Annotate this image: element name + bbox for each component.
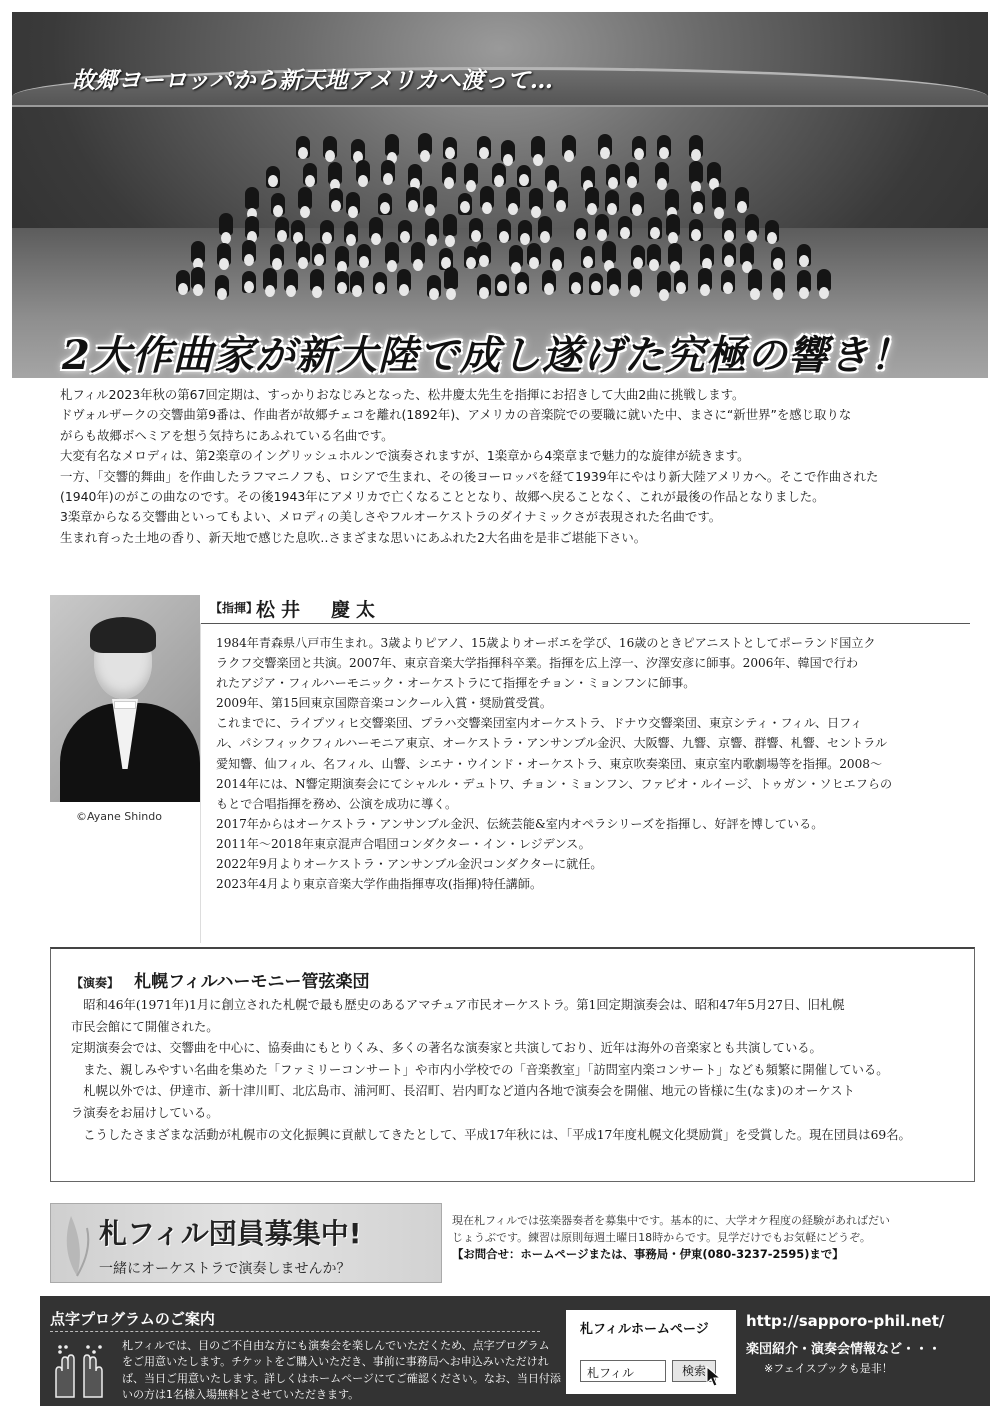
musician-highlight xyxy=(691,149,701,161)
homepage-label: 札フィルホームページ xyxy=(580,1322,709,1337)
divider xyxy=(200,623,970,624)
musician-highlight xyxy=(244,281,254,293)
musician-highlight xyxy=(348,206,358,218)
musician-highlight xyxy=(531,206,541,218)
musician-highlight xyxy=(352,285,362,297)
cursor-icon xyxy=(706,1366,722,1388)
bio-line: 1984年青森県八戸市生まれ。3歳よりピアノ、15歳よりオーボエを学び、16歳のときピアニストとしてポーランド国立ク xyxy=(216,636,876,650)
musician-highlight xyxy=(607,203,617,215)
hero-top-title: 故郷ヨーロッパから新天地アメリカへ渡って… xyxy=(72,67,553,94)
bio-line: 2022年9月よりオーケストラ・アンサンブル金沢コンダクターに就任。 xyxy=(216,857,603,872)
orchestra-line: 昭和46年(1971年)1月に創立された札幌で最も歴史のあるアマチュア市民オーケストラ。第1回定期演奏会は、昭和47年5月27日、旧札幌 xyxy=(71,998,845,1012)
musician-highlight xyxy=(305,175,315,187)
musician-highlight xyxy=(724,255,734,267)
bio-line: 愛知響、仙フィル、名フィル、山響、シエナ・ウインド・オーケストラ、東京吹奏楽団、東京室内歌劇場等を指揮。2008～ xyxy=(216,756,883,771)
braille-line: ば、当日ご用意いたします。詳しくはホームページにてご確認ください。なお、当日付添 xyxy=(122,1371,561,1385)
musician-highlight xyxy=(471,230,481,242)
musician-highlight xyxy=(322,232,332,244)
orchestra-line: こうしたさまざまな活動が札幌市の文化振興に貢献してきたとして、平成17年秋には、「平成17年度札幌文化奨励賞」を受賞した。現在団員は69名。 xyxy=(71,1127,911,1142)
musician-silhouette xyxy=(689,161,703,183)
musician-highlight xyxy=(494,175,504,187)
musician-highlight xyxy=(508,203,518,215)
musician-highlight xyxy=(503,154,513,166)
musician-highlight xyxy=(300,206,310,218)
conductor-label: 【指揮】 xyxy=(210,601,259,615)
musician-highlight xyxy=(691,229,701,241)
musician-highlight xyxy=(564,150,574,162)
musician-highlight xyxy=(529,257,539,269)
musician-highlight xyxy=(609,284,619,296)
bio-line: 2017年からはオーケストラ・アンサンブル金沢、伝統芸能&室内オペラシリーズを指揮し、好評を博している。 xyxy=(216,816,824,831)
musician-highlight xyxy=(444,177,454,189)
bio-line: これまでに、ライプツィヒ交響楽団、プラハ交響楽団室内オーケストラ、ドナウ交響楽団、東京シティ・フィル、日フィ xyxy=(216,716,863,731)
musician-highlight xyxy=(312,286,322,298)
musician-silhouette xyxy=(444,267,458,289)
homepage-description: 楽団紹介・演奏会情報など・・・ xyxy=(746,1342,942,1357)
orchestra-text xyxy=(71,995,961,1146)
recruit-contact: 【お問合せ：ホームページまたは、事務局・伊東(080-3237-2595)まで】 xyxy=(452,1247,844,1261)
musician-highlight xyxy=(659,147,669,159)
divider xyxy=(50,1331,540,1332)
recruit-info xyxy=(452,1212,972,1263)
musician-highlight xyxy=(445,235,455,247)
musician-highlight xyxy=(265,285,275,297)
musician-highlight xyxy=(268,175,278,187)
orchestra-label: 【演奏】 xyxy=(71,976,120,990)
musician-highlight xyxy=(634,148,644,160)
musician-highlight xyxy=(627,176,637,188)
musician-highlight xyxy=(587,203,597,215)
search-button[interactable]: 検索 xyxy=(672,1360,716,1382)
musician-highlight xyxy=(520,233,530,245)
braille-line: いの方は1名様入場無料とさせていただきます。 xyxy=(122,1388,360,1402)
hero-main-title: 2大作曲家が新大陸で成し遂げた究極の響き！ xyxy=(62,332,911,378)
conductor-bio xyxy=(216,633,971,894)
musician-highlight xyxy=(552,259,562,271)
intro-text xyxy=(60,385,960,548)
musician-highlight xyxy=(445,147,455,159)
musician-highlight xyxy=(399,284,409,296)
musician-highlight xyxy=(244,254,254,266)
musician-highlight xyxy=(408,200,418,212)
musician-highlight xyxy=(737,201,747,213)
divider xyxy=(200,623,201,943)
orchestra-musicians xyxy=(52,122,948,297)
orchestra-heading xyxy=(71,967,370,992)
musician-highlight xyxy=(380,202,390,214)
bio-line: れたアジア・フィルハーモニック・オーケストラにて指揮をチョン・ミョンフンに師事。 xyxy=(216,676,696,691)
photo-credit: ©Ayane Shindo xyxy=(76,810,162,823)
musician-highlight xyxy=(630,285,640,297)
bio-line: もとで合唱指揮を務め、公演を成功に導く。 xyxy=(216,796,458,811)
musician-highlight xyxy=(556,200,566,212)
musician-highlight xyxy=(337,282,347,294)
musician-highlight xyxy=(600,147,610,159)
musician-highlight xyxy=(479,255,489,267)
musician-highlight xyxy=(178,283,188,295)
musician-highlight xyxy=(371,233,381,245)
musician-highlight xyxy=(286,285,296,297)
musician-highlight xyxy=(633,257,643,269)
musician-silhouette xyxy=(443,214,457,236)
recruit-banner xyxy=(50,1203,442,1283)
orchestra-name: 札幌フィルハーモニー管弦楽団 xyxy=(134,972,370,992)
musician-highlight xyxy=(358,175,368,187)
bio-line: 2014年には、N響定期演奏会にてシャルル・デュトワ、チョン・ミョンフン、ファビオ・ルイージ、トゥガン・ソヒエフらの xyxy=(216,776,893,791)
musician-highlight xyxy=(519,174,529,186)
facebook-note: ※フェイスブックも是非！ xyxy=(764,1362,893,1375)
conductor-photo xyxy=(50,595,200,802)
musician-highlight xyxy=(425,204,435,216)
bio-line: ル、パシフィックフィルハーモニア東京、オーケストラ・アンサンブル金沢、大阪響、九響、京響、群響、札響、セントラル xyxy=(216,736,888,751)
musician-highlight xyxy=(723,282,733,294)
musician-highlight xyxy=(277,230,287,242)
orchestra-line: 定期演奏会では、交響曲を中心に、協奏曲にもとりくみ、多くの著名な演奏家と共演しており、近年は海外の音楽家とも共演している。 xyxy=(71,1041,822,1056)
musician-highlight xyxy=(298,257,308,269)
musician-highlight xyxy=(650,227,660,239)
orchestra-section xyxy=(50,947,975,1182)
homepage-url[interactable]: http://sapporo-phil.net/ xyxy=(746,1312,945,1330)
musician-highlight xyxy=(620,227,630,239)
musician-highlight xyxy=(676,282,686,294)
intro-line: がらも故郷ボヘミアを想う気持ちにあふれている名曲です。 xyxy=(60,427,394,443)
conductor-name: 松井 慶太 xyxy=(256,599,382,621)
musician-highlight xyxy=(499,231,509,243)
musician-highlight xyxy=(544,283,554,295)
recruit-info-line: じょうぶです。練習は原則毎週土曜日18時からです。見学だけでもお気軽にどうぞ。 xyxy=(452,1231,871,1244)
conductor-section xyxy=(50,595,970,940)
musician-highlight xyxy=(693,202,703,214)
musician-highlight xyxy=(482,202,492,214)
musician-silhouette xyxy=(712,187,726,209)
musician-highlight xyxy=(767,232,777,244)
intro-line: ドヴォルザークの交響曲第9番は、作曲者が故郷チェコを離れ(1892年)、アメリカの音楽院での要職に就いた中、まさに“新世界”を感じ取りな xyxy=(60,407,852,423)
musician-highlight xyxy=(413,259,423,271)
bio-line: 2023年4月より東京音楽大学作曲指揮専攻(指揮)特任講師。 xyxy=(216,877,543,892)
musician-highlight xyxy=(298,147,308,159)
bio-line: 2009年、第15回東京国際音楽コンクール入賞・奨励賞受賞。 xyxy=(216,696,552,711)
musician-highlight xyxy=(331,200,341,212)
musician-highlight xyxy=(193,284,203,296)
orchestra-line: また、親しみやすい名曲を集めた「ファミリーコンサート」や市内小学校での「音楽教室」「訪問室内楽コンサート」なども頻繁に開催している。 xyxy=(71,1062,889,1077)
hero-photo xyxy=(12,12,988,378)
musician-highlight xyxy=(420,150,430,162)
musician-highlight xyxy=(724,230,734,242)
bio-line: ラクフ交響楽団と共演。2007年、東京音楽大学指揮科卒業。指揮を広上淳一、汐澤安彦に師事。2006年、韓国で行わ xyxy=(216,656,859,671)
intro-line: (1940年)のがこの曲なのです。その後1943年にアメリカで亡くなることとなり、故郷へ戻ることなく、これが最後の作品となりました。 xyxy=(60,489,825,505)
musician-highlight xyxy=(714,207,724,219)
homepage-search-box xyxy=(566,1310,736,1394)
braille-line: をご用意いたします。チケットをご購入いただき、事前に事務局へお申込みいただけれ xyxy=(122,1355,549,1369)
intro-line: 生まれ育った土地の香り、新天地で感じた息吹‥さまざまな思いにあふれた2大名曲を是非ご堪能下さい。 xyxy=(60,529,647,545)
musician-highlight xyxy=(446,288,456,300)
footer xyxy=(40,1296,990,1406)
braille-hands-icon xyxy=(50,1341,110,1399)
musician-highlight xyxy=(747,230,757,242)
musician-highlight xyxy=(375,282,385,294)
musician-highlight xyxy=(576,228,586,240)
orchestra-line: 市民会館にて開催された。 xyxy=(71,1019,219,1034)
musician-highlight xyxy=(466,257,476,269)
musician-highlight xyxy=(466,180,476,192)
intro-line: 一方、「交響的舞曲」を作曲したラフマニノフも、ロシアで生まれ、その後ヨーロッパを経て1939年にやはり新大陸アメリカへ。そこで作曲された xyxy=(60,468,879,484)
search-input[interactable]: 札フィル xyxy=(580,1360,666,1382)
intro-line: 大変有名なメロディは、第2楽章のイングリッシュホルンで演奏されますが、1楽章から4楽章まで魅力的な旋律が続きます。 xyxy=(60,448,750,464)
musician-highlight xyxy=(346,234,356,246)
musician-highlight xyxy=(359,256,369,268)
musician-highlight xyxy=(659,289,669,301)
musician-highlight xyxy=(597,229,607,241)
musician-highlight xyxy=(219,258,229,270)
musician-silhouette xyxy=(245,187,259,209)
musician-highlight xyxy=(649,259,659,271)
musician-highlight xyxy=(221,232,231,244)
braille-line: 札フィルでは、目のご不自由な方にも演奏会を楽しんでいただくため、点字プログラム xyxy=(122,1339,550,1352)
musician-highlight xyxy=(325,150,335,162)
intro-line: 札フィル2023年秋の第67回定期は、すっかりおなじみとなった、松井慶太先生を指揮にお招きして大曲2曲に挑戦します。 xyxy=(60,387,745,402)
bio-line: 2011年～2018年東京混声合唱団コンダクター・イン・レジデンス。 xyxy=(216,836,591,851)
leaf-icon xyxy=(57,1210,97,1278)
orchestra-line: 札幌以外では、伊達市、新十津川町、北広島市、浦河町、長沼町、岩内町など道内各地で演奏会を開催、地元の皆様に生(なま)のオーケスト xyxy=(71,1084,855,1099)
braille-title: 点字プログラムのご案内 xyxy=(50,1310,215,1328)
musician-highlight xyxy=(533,154,543,166)
musician-highlight xyxy=(799,255,809,267)
musician-highlight xyxy=(540,231,550,243)
musician-highlight xyxy=(427,234,437,246)
recruit-subtitle: 一緒にオーケストラで演奏しませんか？ xyxy=(99,1261,351,1277)
musician-highlight xyxy=(632,204,642,216)
recruit-title: 札フィル団員募集中! xyxy=(99,1217,362,1250)
musician-highlight xyxy=(517,282,527,294)
intro-line: 3楽章からなる交響曲といってもよい、メロディの美しさやフルオーケストラのダイナミックさが表現された名曲です。 xyxy=(60,509,722,525)
orchestra-line: ラ演奏をお届けしている。 xyxy=(71,1105,219,1120)
musician-highlight xyxy=(383,173,393,185)
braille-text xyxy=(122,1338,561,1404)
musician-highlight xyxy=(773,258,783,270)
musician-highlight xyxy=(217,288,227,300)
musician-highlight xyxy=(700,284,710,296)
musician-highlight xyxy=(799,287,809,299)
musician-highlight xyxy=(608,177,618,189)
musician-highlight xyxy=(387,260,397,272)
musician-highlight xyxy=(657,178,667,190)
recruit-info-line: 現在札フィルでは弦楽器奏者を募集中です。基本的に、大学オケ程度の経験があればだい xyxy=(452,1214,891,1227)
musician-highlight xyxy=(750,288,760,300)
